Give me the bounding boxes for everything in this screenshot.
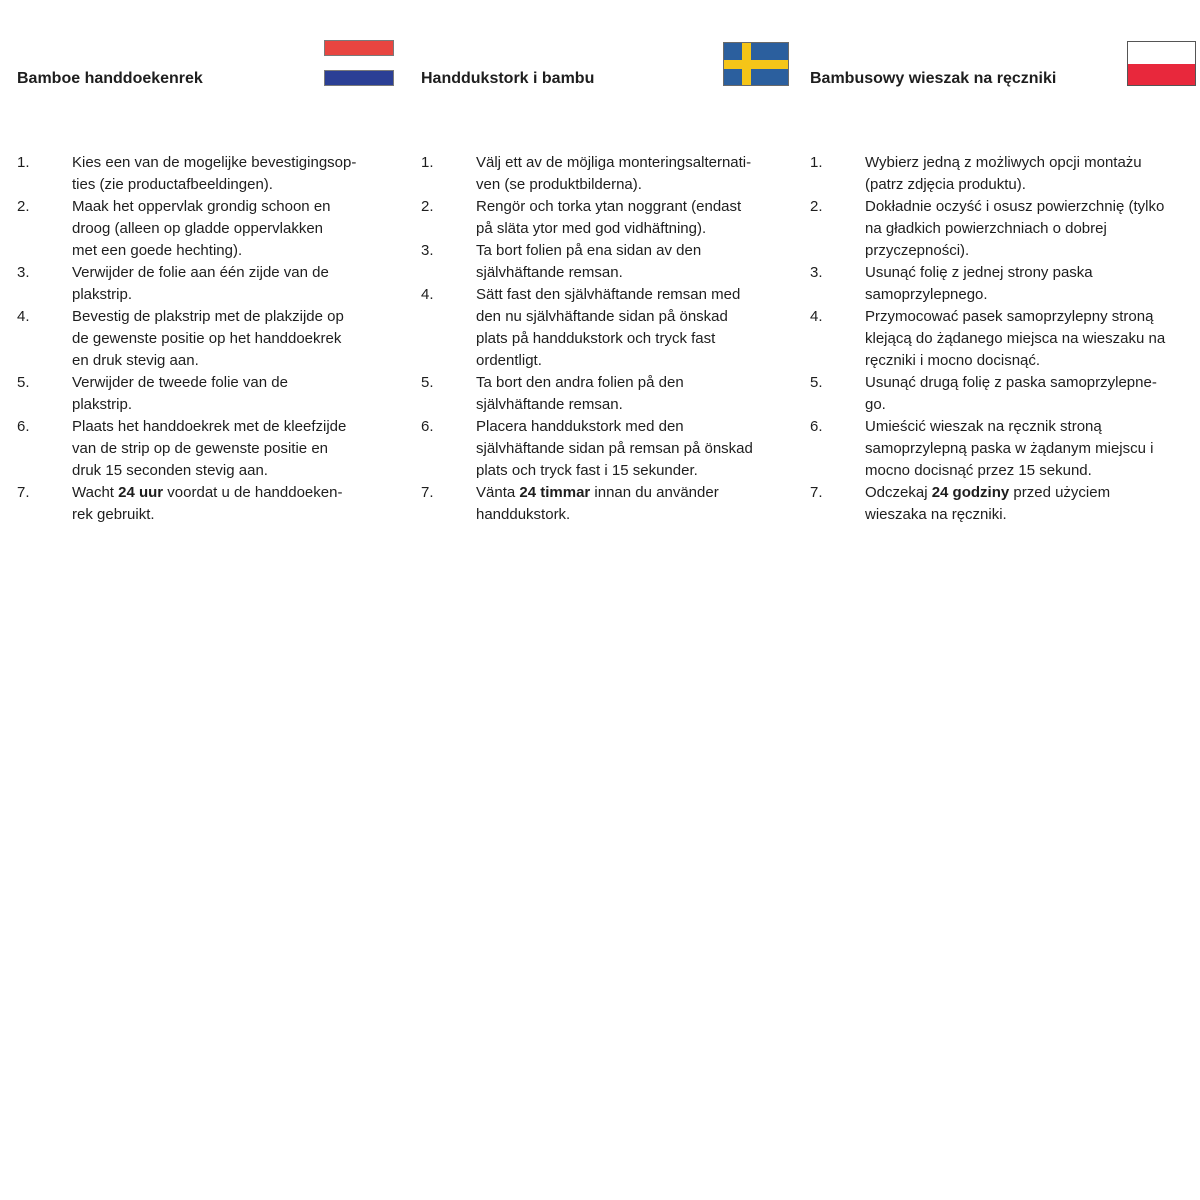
step-text-line — [865, 284, 1165, 306]
instruction-step — [810, 306, 1165, 372]
step-text-emphasis: 24 uur — [118, 484, 164, 501]
step-text — [865, 482, 1165, 526]
step-text-segment: wieszaka na ręczniki. — [865, 506, 1007, 523]
step-text-line — [72, 174, 356, 196]
step-text-emphasis: 24 godziny — [931, 484, 1010, 501]
step-text-line — [72, 394, 356, 416]
instruction-step — [421, 152, 753, 196]
step-text — [476, 416, 753, 482]
step-text-line — [72, 438, 356, 460]
step-text-line — [72, 284, 356, 306]
step-number: 1. — [17, 154, 30, 171]
instruction-step — [810, 262, 1165, 306]
step-text-segment: Bevestig de plakstrip met de plakzijde op — [72, 308, 344, 325]
sweden-flag-icon — [723, 42, 789, 86]
step-text-line — [476, 174, 753, 196]
step-text-segment: den nu självhäftande sidan på önskad — [476, 308, 728, 325]
step-text-segment: Ta bort den andra folien på den — [476, 374, 684, 391]
step-text-line — [865, 306, 1165, 328]
step-text-segment: Sätt fast den självhäftande remsan med — [476, 286, 741, 303]
step-text-line — [865, 152, 1165, 174]
step-text — [476, 482, 753, 526]
step-text-line — [476, 262, 753, 284]
instruction-step — [421, 482, 753, 526]
step-text-line — [476, 350, 753, 372]
instruction-step — [810, 196, 1165, 262]
step-text-segment: självhäftande sidan på remsan på önskad — [476, 440, 753, 457]
step-text-line — [72, 328, 356, 350]
instruction-step — [17, 152, 356, 196]
flag-cross-horizontal — [724, 60, 788, 69]
step-text — [865, 306, 1165, 372]
step-text-segment: ordentligt. — [476, 352, 542, 369]
step-text-segment: Verwijder de folie aan één zijde van de — [72, 264, 329, 281]
step-text-segment: en druk stevig aan. — [72, 352, 199, 369]
step-text-line — [865, 328, 1165, 350]
step-text-segment: ven (se produktbilderna). — [476, 176, 642, 193]
step-text-segment: druk 15 seconden stevig aan. — [72, 462, 268, 479]
step-number: 4. — [421, 286, 434, 303]
instruction-step — [421, 196, 753, 240]
step-text-segment: samoprzylepnego. — [865, 286, 988, 303]
instruction-step — [421, 284, 753, 372]
step-number: 1. — [421, 154, 434, 171]
step-text-segment: van de strip op de gewenste positie en — [72, 440, 329, 457]
step-text-line — [476, 394, 753, 416]
step-text-segment: Wybierz jedną z możliwych opcji montażu — [865, 154, 1142, 171]
step-text-segment: Ta bort folien på ena sidan av den — [476, 242, 702, 259]
step-text — [476, 240, 753, 284]
step-text-segment: plats och tryck fast i 15 sekunder. — [476, 462, 698, 479]
step-text — [865, 196, 1165, 262]
step-text-segment: Usunąć drugą folię z paska samoprzylepne- — [865, 374, 1157, 391]
netherlands-flag-icon — [324, 40, 394, 88]
step-text-segment: samoprzylepną paska w żądanym miejscu i — [865, 440, 1154, 457]
step-text-line — [865, 372, 1165, 394]
column-title-polish: Bambusowy wieszak na ręczniki — [810, 70, 1057, 87]
step-text-line — [72, 218, 356, 240]
step-text — [476, 372, 753, 416]
instruction-step — [17, 416, 356, 482]
step-text-segment: Verwijder de tweede folie van de — [72, 374, 288, 391]
step-text-line — [865, 460, 1165, 482]
step-number: 7. — [810, 484, 823, 501]
step-text-segment: de gewenste positie op het handdoekrek — [72, 330, 342, 347]
step-text — [72, 152, 356, 196]
step-text-line — [72, 504, 356, 526]
step-text-segment: voordat u de handdoeken- — [163, 484, 343, 501]
step-text-line — [865, 196, 1165, 218]
step-text-line — [865, 174, 1165, 196]
step-text — [476, 152, 753, 196]
step-number: 6. — [421, 418, 434, 435]
step-number: 3. — [17, 264, 30, 281]
step-text-line — [476, 504, 753, 526]
step-text-emphasis: 24 timmar — [519, 484, 591, 501]
step-text-line — [865, 504, 1165, 526]
step-text — [72, 306, 356, 372]
step-text-line — [476, 482, 753, 504]
step-text-line — [476, 460, 753, 482]
instruction-step — [421, 416, 753, 482]
step-number: 7. — [421, 484, 434, 501]
step-text — [865, 416, 1165, 482]
step-text-line — [865, 416, 1165, 438]
step-text-segment: przyczepności). — [865, 242, 970, 259]
step-text-line — [72, 350, 356, 372]
step-number: 1. — [810, 154, 823, 171]
instruction-step — [421, 240, 753, 284]
step-text-segment: Placera handdukstork med den — [476, 418, 684, 435]
step-text-segment: på släta ytor med god vidhäftning). — [476, 220, 707, 237]
step-text-segment: självhäftande remsan. — [476, 396, 623, 413]
step-text-segment: Rengör och torka ytan noggrant (endast — [476, 198, 742, 215]
step-text-line — [865, 218, 1165, 240]
step-text-line — [476, 218, 753, 240]
step-text-line — [72, 152, 356, 174]
step-text-line — [476, 152, 753, 174]
step-text-segment: ręczniki i mocno docisnąć. — [865, 352, 1041, 369]
step-text-line — [865, 394, 1165, 416]
step-text-line — [476, 328, 753, 350]
instruction-step — [421, 372, 753, 416]
step-text-segment: självhäftande remsan. — [476, 264, 623, 281]
step-text-segment: handdukstork. — [476, 506, 571, 523]
step-number: 3. — [421, 242, 434, 259]
step-text-segment: Kies een van de mogelijke bevestigingsop- — [72, 154, 357, 171]
step-text-segment: Odczekaj — [865, 484, 932, 501]
step-number: 6. — [810, 418, 823, 435]
instruction-step — [17, 482, 356, 526]
step-text-segment: Maak het oppervlak grondig schoon en — [72, 198, 331, 215]
step-text-segment: Przymocować pasek samoprzylepny stroną — [865, 308, 1154, 325]
step-text — [72, 416, 356, 482]
step-number: 2. — [810, 198, 823, 215]
step-text-segment: na gładkich powierzchniach o dobrej — [865, 220, 1107, 237]
step-text-line — [476, 196, 753, 218]
step-text — [72, 372, 356, 416]
step-text-segment: rek gebruikt. — [72, 506, 155, 523]
instruction-list-polish — [810, 152, 1165, 526]
flag-white-stripe — [1128, 42, 1195, 64]
instruction-step — [17, 372, 356, 416]
step-text-segment: Umieścić wieszak na ręcznik stroną — [865, 418, 1102, 435]
flag-red-stripe — [1128, 64, 1195, 86]
step-text-line — [72, 240, 356, 262]
instruction-step — [17, 306, 356, 372]
column-title-dutch: Bamboe handdoekenrek — [17, 70, 203, 87]
step-text-line — [476, 416, 753, 438]
step-text-segment: Usunąć folię z jednej strony paska — [865, 264, 1093, 281]
step-number: 7. — [17, 484, 30, 501]
step-number: 3. — [810, 264, 823, 281]
step-text — [476, 196, 753, 240]
step-text-line — [865, 240, 1165, 262]
step-text-segment: met een goede hechting). — [72, 242, 243, 259]
step-text-segment: go. — [865, 396, 886, 413]
step-text-segment: Plaats het handdoekrek met de kleefzijde — [72, 418, 347, 435]
step-text-segment: Vänta — [476, 484, 520, 501]
instruction-list-dutch — [17, 152, 356, 526]
step-text-segment: Wacht — [72, 484, 119, 501]
step-text-segment: plakstrip. — [72, 286, 133, 303]
step-number: 4. — [17, 308, 30, 325]
instruction-step — [17, 196, 356, 262]
instruction-step — [810, 372, 1165, 416]
step-text-line — [72, 416, 356, 438]
step-text-line — [72, 262, 356, 284]
step-text-segment: plakstrip. — [72, 396, 133, 413]
flag-blue-stripe — [324, 70, 394, 86]
step-number: 2. — [421, 198, 434, 215]
step-text-segment: ties (zie productafbeeldingen). — [72, 176, 273, 193]
step-text-line — [865, 482, 1165, 504]
step-text-segment: droog (alleen op gladde oppervlakken — [72, 220, 324, 237]
poland-flag-icon — [1127, 41, 1196, 86]
instruction-step — [17, 262, 356, 306]
step-text-line — [476, 240, 753, 262]
step-text-line — [476, 284, 753, 306]
step-text-line — [476, 306, 753, 328]
step-text-segment: plats på handdukstork och tryck fast — [476, 330, 716, 347]
instruction-step — [810, 416, 1165, 482]
step-text-segment: innan du använder — [590, 484, 719, 501]
step-text-line — [865, 262, 1165, 284]
step-text-segment: Dokładnie oczyść i osusz powierzchnię (tylko — [865, 198, 1165, 215]
step-text-line — [865, 438, 1165, 460]
step-text-line — [72, 460, 356, 482]
step-text-segment: mocno docisnąć przez 15 sekund. — [865, 462, 1092, 479]
step-text-line — [476, 372, 753, 394]
step-number: 4. — [810, 308, 823, 325]
step-text — [865, 372, 1165, 416]
step-text — [72, 262, 356, 306]
step-text-segment: klejącą do żądanego miejsca na wieszaku na — [865, 330, 1166, 347]
step-text-line — [72, 306, 356, 328]
column-title-swedish: Handdukstork i bambu — [421, 70, 595, 87]
step-text-line — [72, 372, 356, 394]
step-number: 6. — [17, 418, 30, 435]
step-number: 2. — [17, 198, 30, 215]
instruction-step — [810, 482, 1165, 526]
step-text-line — [865, 350, 1165, 372]
step-number: 5. — [17, 374, 30, 391]
step-text — [865, 262, 1165, 306]
step-text-line — [72, 482, 356, 504]
flag-cross-vertical — [742, 43, 751, 85]
step-text — [72, 482, 356, 526]
step-text — [865, 152, 1165, 196]
instruction-step — [810, 152, 1165, 196]
instruction-list-swedish — [421, 152, 753, 526]
flag-red-stripe — [324, 40, 394, 56]
step-text-line — [476, 438, 753, 460]
step-text-segment: Välj ett av de möjliga monteringsalternati- — [476, 154, 752, 171]
step-text-line — [72, 196, 356, 218]
step-text-segment: przed użyciem — [1009, 484, 1111, 501]
step-text-segment: (patrz zdjęcia produktu). — [865, 176, 1026, 193]
step-text — [476, 284, 753, 372]
step-number: 5. — [810, 374, 823, 391]
step-number: 5. — [421, 374, 434, 391]
step-text — [72, 196, 356, 262]
